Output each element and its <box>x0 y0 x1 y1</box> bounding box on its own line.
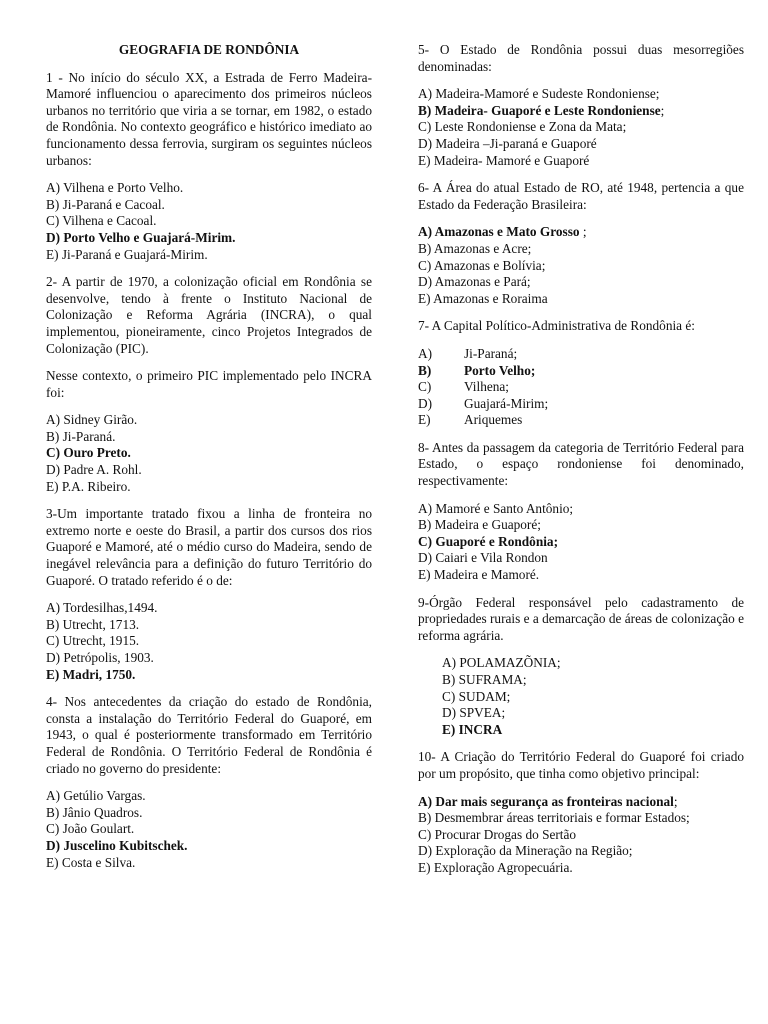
question-4: 4- Nos antecedentes da criação do estado de Rondônia, consta a instalação do Território Federal do Guaporé, em 1943, o qual é posteriormente transformado em Território Federal de Rondônia. O Território Federal de Rondônia é criado no governo do presidente: <box>46 694 372 776</box>
question-1: 1 - No início do século XX, a Estrada de Ferro Madeira-Mamoré influenciou o aparecimento dos primeiros núcleos urbanos no território que viria a se tornar, em 1982, o estado de Rondônia. No contexto geográfico e histórico imediato ao funcionamento dessa ferrovia, surgiram os seguintes núcleos urbanos: <box>46 69 372 168</box>
option: C) Amazonas e Bolívia; <box>418 257 546 273</box>
correct-option: A) Dar mais segurança as fronteiras nacional <box>418 793 674 809</box>
option: C) João Goulart. <box>46 821 135 837</box>
option: C) Vilhena e Cacoal. <box>46 213 157 229</box>
option-letter: D) <box>418 395 433 411</box>
correct-option: E) INCRA <box>442 721 503 737</box>
option-text: Porto Velho; <box>464 362 536 378</box>
option: D) Padre A. Rohl. <box>46 462 142 478</box>
question-5-options <box>418 86 744 169</box>
option-punctuation: ; <box>673 793 678 809</box>
option-punctuation: ; <box>579 224 587 240</box>
right-column <box>418 42 744 888</box>
option: C) Leste Rondoniense e Zona da Mata; <box>418 119 627 135</box>
question-2-prompt: Nesse contexto, o primeiro PIC implementado pelo INCRA foi: <box>46 368 372 400</box>
option-text: Ariquemes <box>464 412 523 428</box>
option: B) Ji-Paraná. <box>46 428 116 444</box>
correct-option-line <box>418 103 744 120</box>
option: A) POLAMAZÕNIA; <box>442 655 561 671</box>
option-punctuation: ; <box>660 102 665 118</box>
option <box>418 379 744 396</box>
option: A) Madeira-Mamoré e Sudeste Rondoniense; <box>418 86 660 102</box>
option: E) Madeira- Mamoré e Guaporé <box>418 152 590 168</box>
option: E) Amazonas e Roraima <box>418 290 548 306</box>
option <box>418 396 744 413</box>
option <box>418 412 744 429</box>
option-letter: C) <box>418 379 432 395</box>
option: A) Sidney Girão. <box>46 412 138 428</box>
option: D) Madeira –Ji-paraná e Guaporé <box>418 135 597 151</box>
option-text: Guajará-Mirim; <box>464 395 549 411</box>
option: D) SPVEA; <box>442 705 506 721</box>
option: C) Utrecht, 1915. <box>46 633 140 649</box>
correct-option <box>418 363 744 380</box>
question-7-options <box>418 346 744 429</box>
option: D) Exploração da Mineração na Região; <box>418 843 633 859</box>
option <box>418 346 744 363</box>
question-5: 5- O Estado de Rondônia possui duas mesorregiões denominadas: <box>418 42 744 74</box>
question-10: 10- A Criação do Território Federal do Guaporé foi criado por um propósito, que tinha como objetivo principal: <box>418 749 744 781</box>
correct-option: B) Madeira- Guaporé e Leste Rondoniense <box>418 102 661 118</box>
option-letter: E) <box>418 412 431 428</box>
question-4-options <box>46 788 372 871</box>
correct-option-line <box>418 224 744 241</box>
correct-option: C) Ouro Preto. <box>46 445 131 461</box>
option: D) Caiari e Vila Rondon <box>418 550 548 566</box>
option: D) Amazonas e Pará; <box>418 274 531 290</box>
question-6-options <box>418 224 744 307</box>
question-3: 3-Um importante tratado fixou a linha de fronteira no extremo norte e oeste do Brasil, a partir dos cursos dos rios Guaporé e Mamoré, até o médio curso do Madeira, sendo de inegável relevância para a definição do futuro Território do Guaporé. O tratado referido é o de: <box>46 506 372 588</box>
option: A) Tordesilhas,1494. <box>46 600 158 616</box>
option: A) Mamoré e Santo Antônio; <box>418 500 574 516</box>
question-10-options <box>418 794 744 877</box>
left-column <box>46 42 372 882</box>
question-8-options <box>418 501 744 584</box>
option: C) SUDAM; <box>442 688 511 704</box>
option: B) Amazonas e Acre; <box>418 240 532 256</box>
option: A) Vilhena e Porto Velho. <box>46 180 184 196</box>
correct-option: E) Madri, 1750. <box>46 666 136 682</box>
option: E) Ji-Paraná e Guajará-Mirim. <box>46 246 208 262</box>
option: E) Exploração Agropecuária. <box>418 859 573 875</box>
question-1-options <box>46 180 372 263</box>
question-2-options <box>46 412 372 495</box>
correct-option: A) Amazonas e Mato Grosso <box>418 224 580 240</box>
option: A) Getúlio Vargas. <box>46 788 146 804</box>
question-2: 2- A partir de 1970, a colonização oficial em Rondônia se desenvolve, tendo à frente o Instituto Nacional de Colonização e Reforma Agrária (INCRA), o qual implementou, pioneiramente, cinco Projetos Integrados de Colonização (PIC). <box>46 274 372 356</box>
correct-option: D) Juscelino Kubitschek. <box>46 837 188 853</box>
question-6: 6- A Área do atual Estado de RO, até 1948, pertencia a que Estado da Federação Brasileira: <box>418 180 744 212</box>
option: C) Procurar Drogas do Sertão <box>418 826 577 842</box>
option: E) Costa e Silva. <box>46 854 136 870</box>
question-3-options <box>46 600 372 683</box>
correct-option: D) Porto Velho e Guajará-Mirim. <box>46 229 236 245</box>
question-8: 8- Antes da passagem da categoria de Território Federal para Estado, o espaço rondoniense foi denominado, respectivamente: <box>418 439 744 489</box>
question-7: 7- A Capital Político-Administrativa de Rondônia é: <box>418 318 695 334</box>
option: B) SUFRAMA; <box>442 672 527 687</box>
option: D) Petrópolis, 1903. <box>46 650 154 665</box>
option: B) Ji-Paraná e Cacoal. <box>46 196 165 212</box>
option-letter: A) <box>418 345 433 361</box>
option: B) Jânio Quadros. <box>46 804 143 820</box>
option: B) Madeira e Guaporé; <box>418 517 541 533</box>
question-9: 9-Órgão Federal responsável pelo cadastramento de propriedades rurais e a demarcação de áreas de colonização e reforma agrária. <box>418 594 744 643</box>
option: B) Utrecht, 1713. <box>46 616 140 632</box>
option-letter: B) <box>418 362 432 378</box>
option: E) Madeira e Mamoré. <box>418 567 540 583</box>
option-text: Ji-Paraná; <box>464 345 518 361</box>
option: E) P.A. Ribeiro. <box>46 478 131 494</box>
page-title: GEOGRAFIA DE RONDÔNIA <box>118 42 300 57</box>
question-9-options <box>418 655 744 738</box>
correct-option: C) Guaporé e Rondônia; <box>418 533 558 549</box>
correct-option-line <box>418 794 744 811</box>
option: B) Desmembrar áreas territoriais e formar Estados; <box>418 810 690 826</box>
option-text: Vilhena; <box>464 379 509 395</box>
